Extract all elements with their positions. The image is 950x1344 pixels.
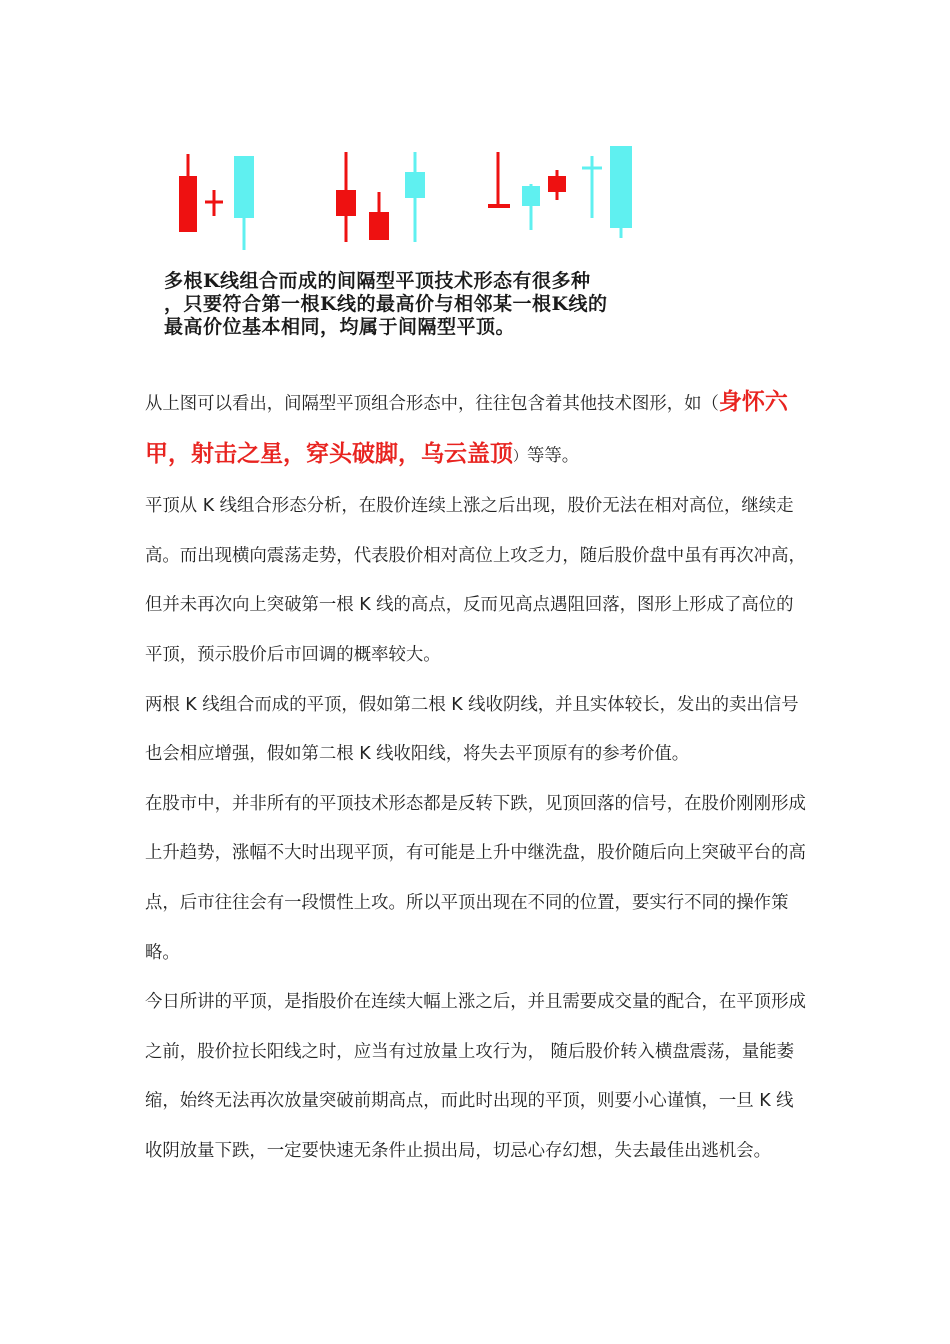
- paragraph-4: 在股市中，并非所有的平顶技术形态都是反转下跌，见顶回落的信号，在股价刚刚形成上升趋势，涨幅不大时出现平顶，有可能是上升中继洗盘，股价随后向上突破平台的高点，后市往往会有一段惯性上攻。所以平顶出现在不同的位置，要实行不同的操作策略。: [145, 793, 806, 963]
- candle-body-cyan: [610, 146, 632, 228]
- candle-body-red: [179, 176, 197, 232]
- paragraph-3: 两根 K 线组合而成的平顶，假如第二根 K 线收阴线，并且实体较长，发出的卖出信号也会相应增强，假如第二根 K 线收阳线，将失去平顶原有的参考价值。: [145, 694, 799, 765]
- candle-body-cyan: [522, 186, 540, 206]
- candle-body-cyan: [405, 172, 425, 198]
- paragraph-1-end: 等等。: [527, 445, 580, 466]
- article-body: [145, 378, 810, 1177]
- candle-group-3: [488, 146, 632, 238]
- candle-body-red: [548, 176, 566, 192]
- paragraph-2: 平顶从 K 线组合形态分析，在股价连续上涨之后出现，股价无法在相对高位，继续走高。而出现横向震荡走势，代表股价相对高位上攻乏力，随后股价盘中虽有再次冲高，但并未再次向上突破第一根 K 线的高点，反而见高点遇阻回落，图形上形成了高位的平顶，预示股价后市回调的概率较大。: [145, 496, 806, 665]
- highlighted-patterns: 身怀六甲，射击之星，穿头破脚，乌云盖顶: [145, 389, 788, 467]
- paragraph-5: 今日所讲的平顶，是指股价在连续大幅上涨之后，并且需要成交量的配合，在平顶形成之前，股价拉长阳线之时，应当有过放量上攻行为， 随后股价转入横盘震荡，量能萎缩，始终无法再次放量突破前期高点，而此时出现的平顶，则要小心谨慎，一旦 K 线收阴放量下跌，一定要快速无条件止损出局，切忌心存幻想，失去最佳出逃机会。: [145, 992, 806, 1161]
- paragraph-1-text: 从上图可以看出，间隔型平顶组合形态中，往往包含着其他技术图形，如（: [145, 394, 719, 414]
- candle-body-red: [369, 212, 389, 240]
- closing-paren: ）: [513, 448, 527, 465]
- candle-body-red: [336, 190, 356, 216]
- caption-line: 最高价位基本相同，均属于间隔型平顶。: [164, 316, 516, 338]
- candle-group-1: [179, 154, 254, 250]
- candle-body-red: [488, 204, 510, 208]
- candle-group-2: [336, 152, 425, 242]
- paragraph-1: [145, 378, 810, 482]
- figure-caption: [164, 270, 744, 339]
- candlestick-diagram: [150, 140, 740, 260]
- caption-line: ，只要符合第一根K线的最高价与相邻某一根K线的: [164, 293, 608, 315]
- candlestick-figure: [150, 140, 740, 350]
- caption-line: 多根K线组合而成的间隔型平顶技术形态有很多种: [164, 270, 591, 292]
- candle-body-cyan: [234, 156, 254, 218]
